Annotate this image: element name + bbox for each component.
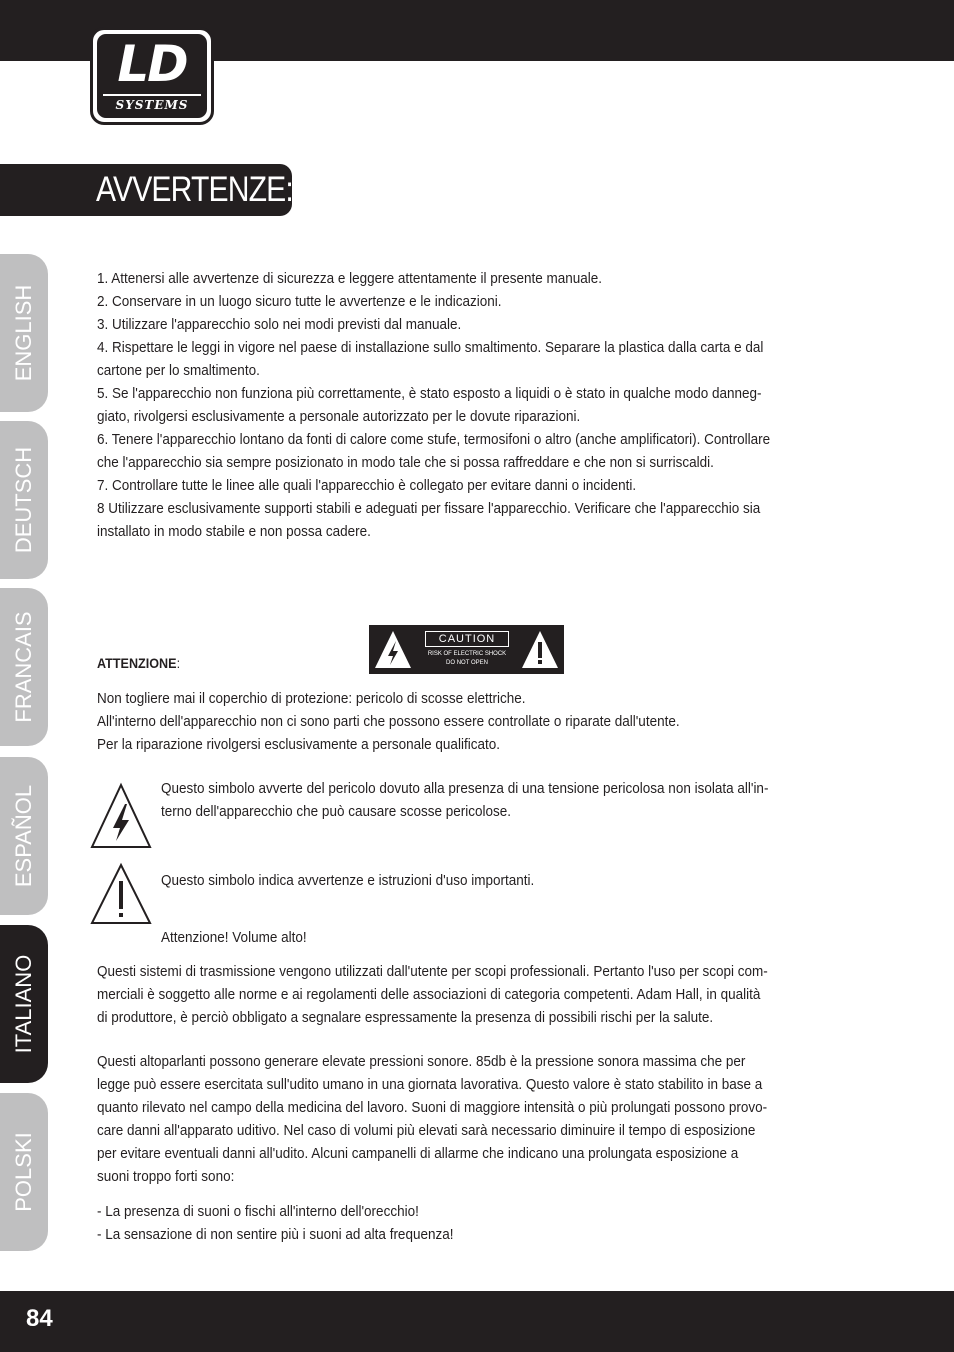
- volume-heading: [161, 926, 861, 949]
- exclamation-warning-icon: [520, 629, 560, 670]
- text-line: Per la riparazione rivolgersi esclusivamente a personale qualificato.: [97, 736, 500, 753]
- voltage-symbol-text: [161, 777, 861, 823]
- instructions-list: [97, 267, 859, 543]
- text-line: Attenzione! Volume alto!: [161, 929, 307, 946]
- text-line: care danni all'apparato uditivo. Nel caso di volumi più elevati sarà necessario diminuire il tempo di esposizione: [97, 1122, 756, 1139]
- instruction-line: 2. Conservare in un luogo sicuro tutte le avvertenze e le indicazioni.: [97, 293, 502, 310]
- tab-label: POLSKI: [11, 1132, 36, 1212]
- tab-francais[interactable]: [0, 588, 48, 746]
- caution-title: CAUTION: [425, 631, 509, 647]
- text-line: Questi altoparlanti possono generare elevate pressioni sonore. 85db è la pressione sonora massima che per: [97, 1053, 746, 1070]
- footer-bar: [0, 1291, 954, 1352]
- instruction-line: 4. Rispettare le leggi in vigore nel paese di installazione sullo smaltimento. Separare la plastica dalla carta e dal: [97, 339, 764, 356]
- attention-label: ATTENZIONE: [97, 655, 177, 671]
- caution-line: RISK OF ELECTRIC SHOCK: [427, 651, 507, 657]
- instruction-line: giato, rivolgersi esclusivamente a personale autorizzato per le dovute riparazioni.: [97, 408, 581, 425]
- tab-deutsch[interactable]: [0, 421, 48, 579]
- attention-colon: :: [176, 655, 181, 671]
- instruction-line: installato in modo stabile e non possa cadere.: [97, 523, 371, 540]
- exclamation-triangle-icon: [89, 862, 153, 926]
- tab-label: ENGLISH: [11, 284, 36, 382]
- ld-systems-logo: [90, 27, 214, 125]
- instruction-line: 3. Utilizzare l'apparecchio solo nei modi previsti dal manuale.: [97, 316, 462, 333]
- professional-use-paragraph: [97, 960, 859, 1029]
- caution-label-box: [369, 625, 564, 674]
- tab-english[interactable]: [0, 254, 48, 412]
- list-item: - La sensazione di non sentire più i suoni ad alta frequenza!: [97, 1226, 454, 1243]
- text-line: Questo simbolo avverte del pericolo dovuto alla presenza di una tensione pericolosa non isolata all'in-: [161, 780, 769, 797]
- logo-systems-text: SYSTEMS: [115, 98, 189, 112]
- text-line: legge può essere esercitata sull'udito umano in una giornata lavorativa. Questo valore è stato stabilito in base a: [97, 1076, 763, 1093]
- text-line: suoni troppo forti sono:: [97, 1168, 235, 1185]
- tab-italiano[interactable]: [0, 925, 48, 1083]
- instruction-line: cartone per lo smaltimento.: [97, 362, 260, 379]
- instruction-line: 6. Tenere l'apparecchio lontano da fonti di calore come stufe, termosifoni o altro (anche amplificatori). Controllare: [97, 431, 771, 448]
- text-line: quanto rilevato nel campo della medicina del lavoro. Suoni di maggiore intensità o più prolungati possono provo-: [97, 1099, 768, 1116]
- text-line: All'interno dell'apparecchio non ci sono parti che possono essere controllate o riparate dall'utente.: [97, 713, 680, 730]
- instruction-line: che l'apparecchio sia sempre posizionato in modo tale che si possa raffreddare e che non si surriscaldi.: [97, 454, 714, 471]
- instruction-line: 7. Controllare tutte le linee alle quali l'apparecchio è collegato per evitare danni o incidenti.: [97, 477, 637, 494]
- text-line: merciali è soggetto alle norme e ai regolamenti delle associazioni di categoria competenti. Adam Hall, in qualità: [97, 986, 761, 1003]
- tab-label: FRANCAIS: [11, 611, 36, 723]
- alarm-signs-list: [97, 1200, 859, 1246]
- text-line: Questi sistemi di trasmissione vengono utilizzati dall'utente per scopi professionali. Pertanto l'uso per scopi com-: [97, 963, 768, 980]
- text-line: di produttore, è perciò obbligato a segnalare espressamente la presenza di possibili rischi per la salute.: [97, 1009, 714, 1026]
- caution-line: DO NOT OPEN: [446, 660, 488, 666]
- text-line: per evitare eventuali danni all'udito. Alcuni campanelli di allarme che indicano una prolungata esposizione a: [97, 1145, 739, 1162]
- caution-subtitle: [421, 650, 513, 668]
- lightning-warning-icon: [373, 629, 413, 670]
- lightning-triangle-icon: [89, 782, 153, 850]
- page-number: 84: [26, 1305, 53, 1332]
- text-line: terno dell'apparecchio che può causare scosse pericolose.: [161, 803, 512, 820]
- tab-label: DEUTSCH: [11, 446, 36, 554]
- instruction-line: 8 Utilizzare esclusivamente supporti stabili e adeguati per fissare l'apparecchio. Verificare che l'apparecchio sia: [97, 500, 761, 517]
- tab-polski[interactable]: [0, 1093, 48, 1251]
- tab-espanol[interactable]: [0, 757, 48, 915]
- attention-heading: [97, 655, 189, 671]
- tab-label: ITALIANO: [11, 954, 36, 1054]
- important-symbol-text: [161, 869, 861, 892]
- instruction-line: 5. Se l'apparecchio non funziona più correttamente, è stato esposto a liquidi o è stato in qualche modo danneg-: [97, 385, 762, 402]
- text-line: Non togliere mai il coperchio di protezione: pericolo di scosse elettriche.: [97, 690, 526, 707]
- page-title: AVVERTENZE:: [96, 170, 293, 209]
- cover-warning: [97, 687, 859, 756]
- logo-ld-text: LD: [117, 35, 187, 93]
- text-line: Questo simbolo indica avvertenze e istruzioni d'uso importanti.: [161, 872, 535, 889]
- instruction-line: 1. Attenersi alle avvertenze di sicurezza e leggere attentamente il presente manuale.: [97, 270, 603, 287]
- tab-label: ESPAÑOL: [11, 784, 36, 888]
- sound-pressure-paragraph: [97, 1050, 859, 1188]
- list-item: - La presenza di suoni o fischi all'interno dell'orecchio!: [97, 1203, 419, 1220]
